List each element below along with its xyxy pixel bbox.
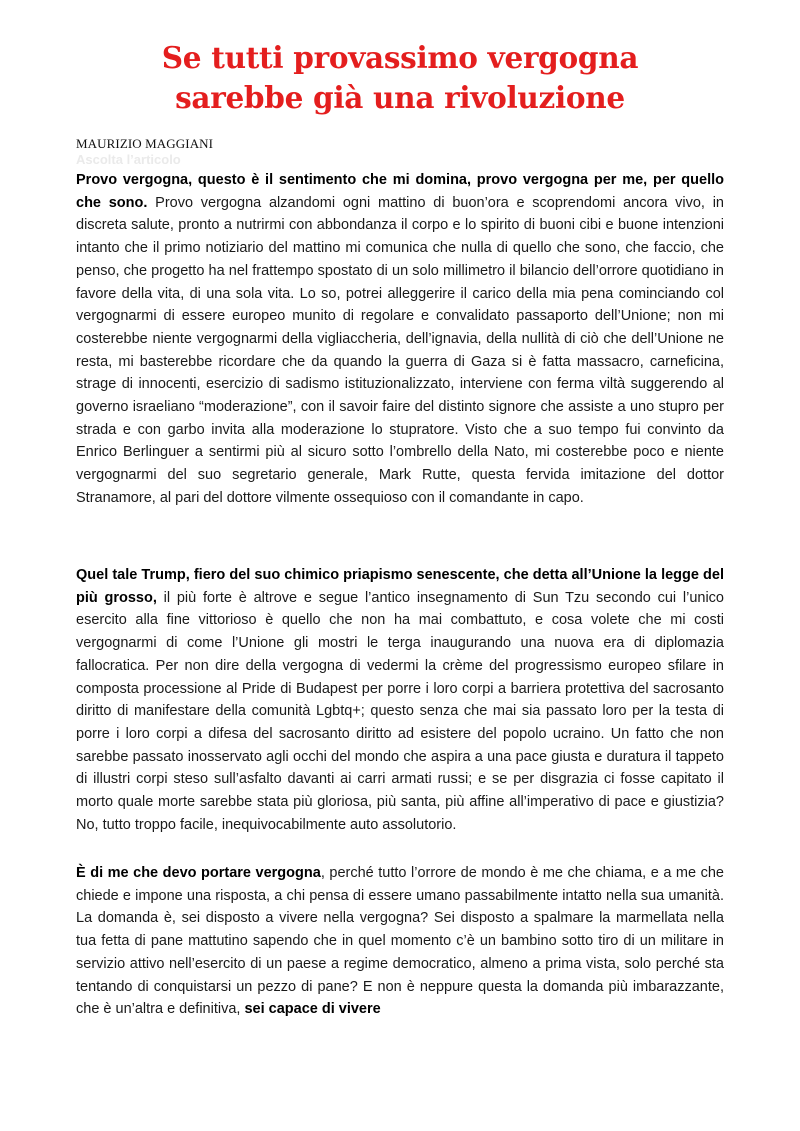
paragraph-lead: Provo vergogna, questo è il sentimento che mi domina, provo vergogna per me, per quello che sono. <box>76 172 724 211</box>
listen-article-link[interactable]: Ascolta l’articolo <box>76 152 181 167</box>
article-title-line-1: Se tutti provassimo vergogna <box>161 40 639 75</box>
paragraph-lead: È di me che devo portare vergogna <box>76 865 321 881</box>
article-title-line-2: sarebbe già una rivoluzione <box>175 80 625 115</box>
paragraph-body: , perché tutto l’orrore de mondo è me che chiama, e a me che chiede e impone una risposta, a chi pensa di essere umano passabilmente intatto nella sua umanità. La domanda è, sei disposto a vivere nella vergogna? Sei disposto a spalmare la marmellata nella tua fetta di pane mattutino sapendo che in quel momento c’è un bambino sotto tiro di un militare in servizio attivo nell’esercito di un paese a regime democratico, almeno a prima vista, solo perché sta tentando di conquistarsi un pezzo di pane? E non è neppure questa la domanda più imbarazzante, che è un’altra e definitiva, <box>76 865 724 1018</box>
article-paragraph-1 <box>76 169 724 510</box>
paragraph-body: il più forte è altrove e segue l’antico insegnamento di Sun Tzu secondo cui l’unico esercito alla fine vittorioso è quello che non ha mai combattuto, e cosa volete che mi costi vergognarmi di come l’Unione gli mostri le terga inaugurando una nuova era di diplomazia fallocratica. Per non dire della vergogna di vedermi la crème del progressismo europeo sfilare in composta processione al Pride di Budapest per porre i loro corpi a barriera protettiva del sacrosanto diritto di manifestare della comunità Lgbtq+; questo senza che mai sia passato loro per la testa di porre i loro corpi a difesa del sacrosanto diritto ad esistere del popolo ucraino. Un fatto che non sarebbe passato inosservato agli occhi del mondo che aspira a una pace giusta e duratura il tappeto di illustri corpi steso sull’asfalto davanti ai carri armati russi; e se per disgrazia ci fosse capitato il morto quale morte sarebbe stata più gloriosa, più santa, più affine all’imperativo di pace e giustizia? No, tutto troppo facile, inequivocabilmente auto assolutorio. <box>76 589 724 833</box>
article-title <box>60 38 740 118</box>
paragraph-body: Provo vergogna alzandomi ogni mattino di buon’ora e scoprendomi ancora vivo, in discreta salute, pronto a nutrirmi con abbondanza il corpo e lo spirito di buoni cibi e buone intenzioni intanto che il primo notiziario del mattino mi comunica che nulla di quello che sono, che faccio, che penso, che progetto ha nel frattempo spostato di un solo millimetro il bilancio dell’orrore quotidiano in favore della vita, di una sola vita. Lo so, potrei alleggerire il carico della mia pena cominciando col vergognarmi di essere europeo munito di regolare e convalidato passaporto dell’Unione; non mi costerebbe niente vergognarmi della vigliaccheria, dell’ignavia, della nullità di ciò che dell’Unione ne resta, mi basterebbe ricordare che da quando la guerra di Gaza si è fatta massacro, carneficina, strage di innocenti, esercizio di sadismo istituzionalizzato, interviene con ferma viltà suggerendo al governo israeliano “moderazione”, con il savoir faire del distinto signore che assiste a uno stupro per strada e con garbo invita alla moderazione lo stupratore. Visto che a suo tempo fui convinto da Enrico Berlinguer a sentirmi più al sicuro sotto l’ombrello della Nato, mi costerebbe poco e niente vergognarmi del suo segretario generale, Mark Rutte, questa fervida imitazione del dottor Stranamore, al pari del dottore vilmente ossequioso con il comandante in capo. <box>76 194 724 506</box>
article-paragraph-3 <box>76 862 724 1021</box>
paragraph-lead: Quel tale Trump, fiero del suo chimico priapismo senescente, che detta all’Unione la legge del più grosso, <box>76 567 724 606</box>
paragraph-trailing-bold: sei capace di vivere <box>244 1001 381 1018</box>
article-paragraph-2 <box>76 564 724 836</box>
article-author: MAURIZIO MAGGIANI <box>76 136 214 151</box>
